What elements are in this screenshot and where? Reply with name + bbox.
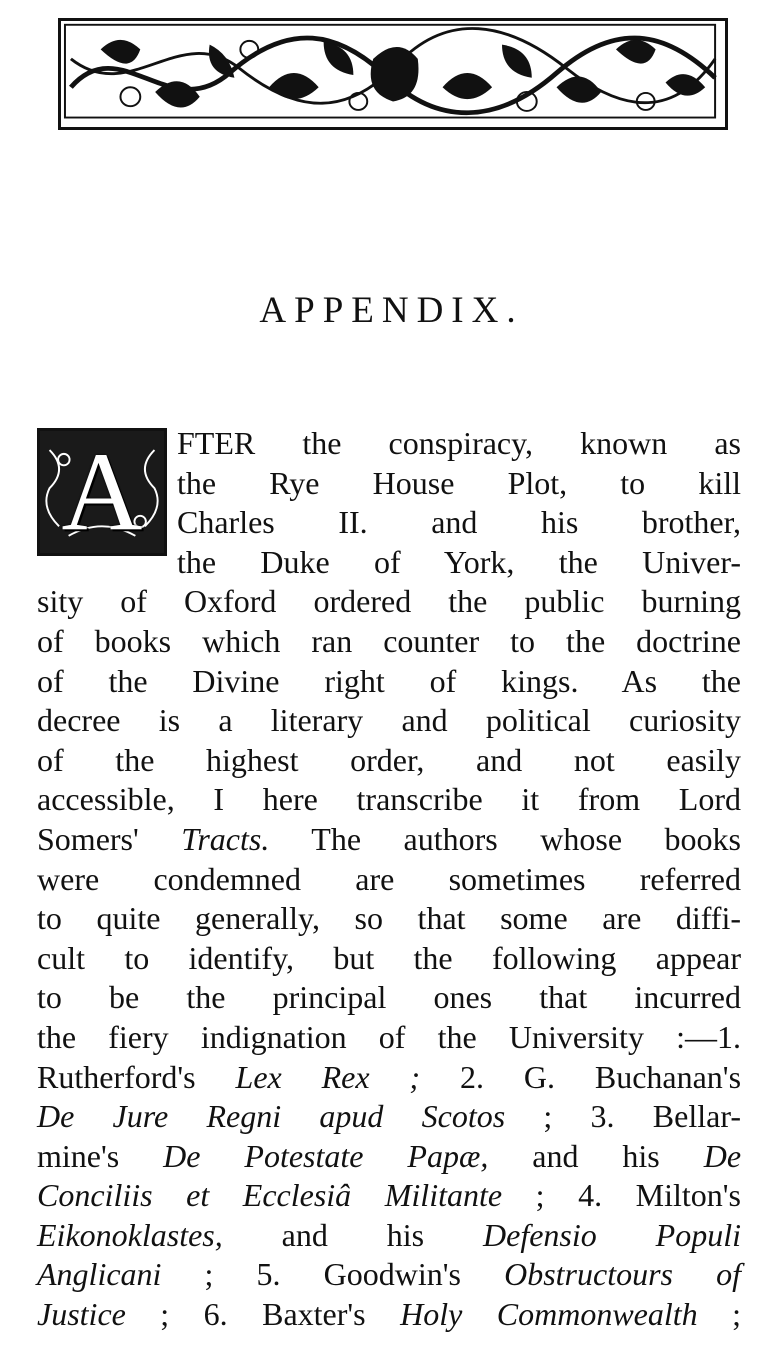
text-line: of books which ran counter to the doctrine [37, 622, 741, 659]
text-line: to be the principal ones that incurred [37, 979, 741, 1016]
text-line: accessible, I here transcribe it from Lord [37, 781, 741, 818]
text-line: of the Divine right of kings. As the [37, 662, 741, 699]
vine-ornament-icon [61, 21, 725, 127]
text-line: Somers' Tracts. The authors whose books [37, 820, 742, 857]
text-line: Rutherford's Lex Rex ; 2. G. Buchanan's [37, 1058, 742, 1095]
text-line: to quite generally, so that some are diffi- [37, 900, 741, 937]
text-line: mine's De Potestate Papæ, and his De [37, 1137, 742, 1174]
text-line: cult to identify, but the following appear [37, 939, 741, 976]
text-line: Conciliis et Ecclesiâ Militante ; 4. Milton's [37, 1177, 742, 1214]
text-line: the Duke of York, the Univer- [177, 543, 741, 580]
drop-cap [37, 428, 167, 556]
drop-cap-letter: A [61, 430, 143, 554]
text-line: the Rye House Plot, to kill [177, 464, 741, 501]
text-line: Justice ; 6. Baxter's Holy Commonwealth ; [37, 1296, 742, 1333]
text-line: of the highest order, and not easily [37, 741, 741, 778]
text-line: Eikonoklastes, and his Defensio Populi [37, 1216, 742, 1253]
text-line: decree is a literary and political curiosity [37, 702, 741, 739]
text-line: sity of Oxford ordered the public burning [37, 583, 741, 620]
text-line: Charles II. and his brother, [177, 504, 741, 541]
text-line: the fiery indignation of the University :—1. [37, 1018, 741, 1055]
text-line: FTER the conspiracy, known as [177, 425, 741, 461]
text-line: De Jure Regni apud Scotos ; 3. Bellar- [37, 1098, 742, 1135]
text-line: Anglicani ; 5. Goodwin's Obstructours of [37, 1256, 742, 1293]
text-line: were condemned are sometimes referred [37, 860, 741, 897]
appendix-body [37, 424, 741, 1335]
page-title: APPENDIX. [259, 290, 524, 331]
header-ornament [58, 18, 728, 130]
